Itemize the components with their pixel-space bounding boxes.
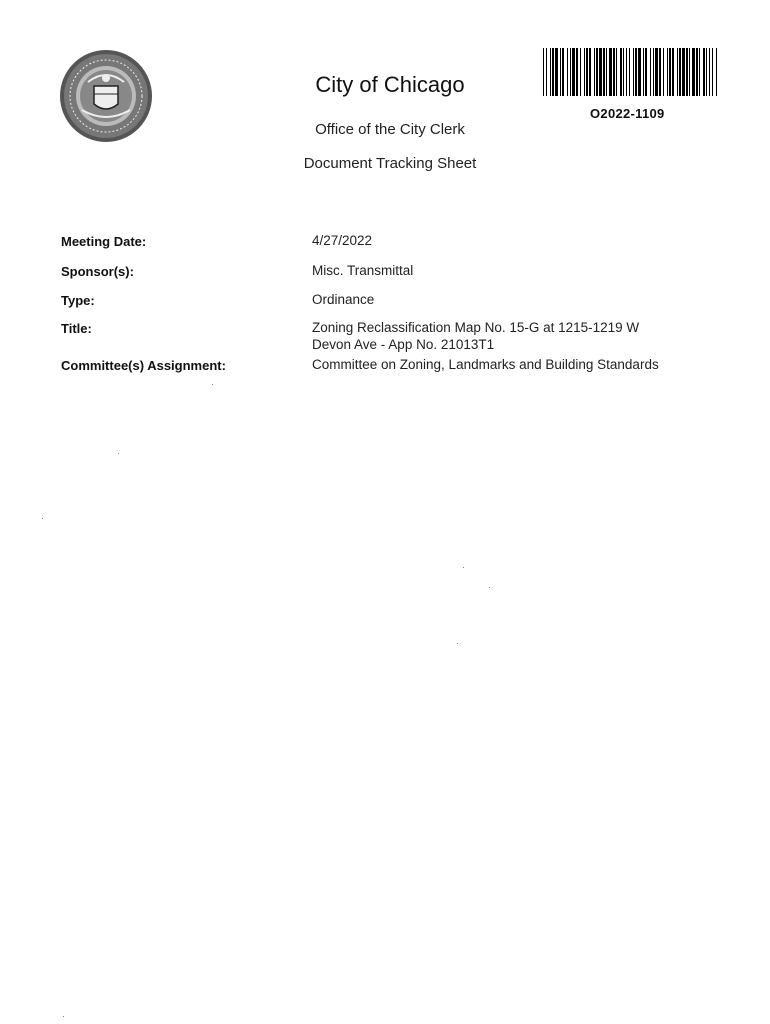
- sponsor-value: Misc. Transmittal: [312, 263, 414, 278]
- barcode-bar: [692, 48, 695, 96]
- scan-speck: [489, 587, 490, 588]
- barcode-bar: [572, 48, 575, 96]
- scan-speck: [63, 1016, 64, 1017]
- barcode-bar: [653, 48, 654, 96]
- barcode-bar: [613, 48, 615, 96]
- barcode-bar: [596, 48, 598, 96]
- barcode-bar: [560, 48, 561, 96]
- barcode-bar: [576, 48, 578, 96]
- barcode-bar: [703, 48, 705, 96]
- barcode-bar: [543, 48, 544, 96]
- committee-value: Committee on Zoning, Landmarks and Building Standards: [312, 357, 659, 372]
- barcode-bar: [686, 48, 688, 96]
- barcode-bar: [594, 48, 595, 96]
- barcode-bar: [552, 48, 554, 96]
- barcode-bar: [609, 48, 612, 96]
- barcode-bar: [643, 48, 644, 96]
- type-label: Type:: [61, 293, 95, 308]
- barcode-bar: [599, 48, 602, 96]
- barcode-bar: [699, 48, 700, 96]
- meeting-date-label: Meeting Date:: [61, 234, 147, 249]
- barcode-bar: [716, 48, 717, 96]
- sponsor-label: Sponsor(s):: [61, 264, 134, 279]
- barcode-bar: [706, 48, 707, 96]
- city-seal-logo: [58, 48, 154, 144]
- barcode-bar: [667, 48, 668, 96]
- barcode-bar: [570, 48, 571, 96]
- barcode-bar: [663, 48, 664, 96]
- meeting-date-value: 4/27/2022: [312, 233, 373, 248]
- barcode-bar: [682, 48, 685, 96]
- barcode-bar: [580, 48, 581, 96]
- barcode-bar: [546, 48, 547, 96]
- barcode-bar: [603, 48, 605, 96]
- barcode-bar: [586, 48, 588, 96]
- title-label: Title:: [61, 321, 92, 336]
- barcode-bar: [712, 48, 713, 96]
- scan-speck: [463, 567, 464, 568]
- barcode-bar: [626, 48, 627, 96]
- scan-speck: [118, 453, 119, 454]
- document-number: O2022-1109: [590, 106, 665, 121]
- barcode-bar: [689, 48, 690, 96]
- barcode-bar: [620, 48, 622, 96]
- title-value-line2: Devon Ave - App No. 21013T1: [312, 337, 495, 352]
- barcode-bar: [550, 48, 551, 96]
- scan-speck: [212, 384, 213, 385]
- barcode-bar: [589, 48, 591, 96]
- barcode-bar: [645, 48, 647, 96]
- barcode-bar: [679, 48, 681, 96]
- barcode-bar: [633, 48, 634, 96]
- barcode: [541, 48, 719, 96]
- barcode-bar: [650, 48, 651, 96]
- sheet-title: Document Tracking Sheet: [303, 155, 477, 172]
- title-value-line1: Zoning Reclassification Map No. 15-G at 1215-1219 W: [312, 320, 640, 335]
- scan-speck: [457, 643, 458, 644]
- barcode-bar: [655, 48, 658, 96]
- barcode-bar: [555, 48, 558, 96]
- barcode-bar: [669, 48, 671, 96]
- barcode-bar: [638, 48, 641, 96]
- barcode-bar: [677, 48, 678, 96]
- page-title: City of Chicago: [315, 72, 465, 97]
- barcode-bar: [567, 48, 568, 96]
- barcode-bar: [562, 48, 564, 96]
- barcode-bar: [584, 48, 585, 96]
- scan-speck: [42, 518, 43, 519]
- type-value: Ordinance: [312, 292, 375, 307]
- barcode-bar: [606, 48, 607, 96]
- barcode-bar: [709, 48, 710, 96]
- barcode-bar: [629, 48, 630, 96]
- barcode-bar: [672, 48, 674, 96]
- barcode-bar: [659, 48, 661, 96]
- committee-label: Committee(s) Assignment:: [61, 358, 226, 373]
- barcode-bar: [616, 48, 617, 96]
- barcode-bar: [696, 48, 698, 96]
- office-name: Office of the City Clerk: [315, 121, 465, 138]
- barcode-bar: [623, 48, 624, 96]
- barcode-bar: [635, 48, 637, 96]
